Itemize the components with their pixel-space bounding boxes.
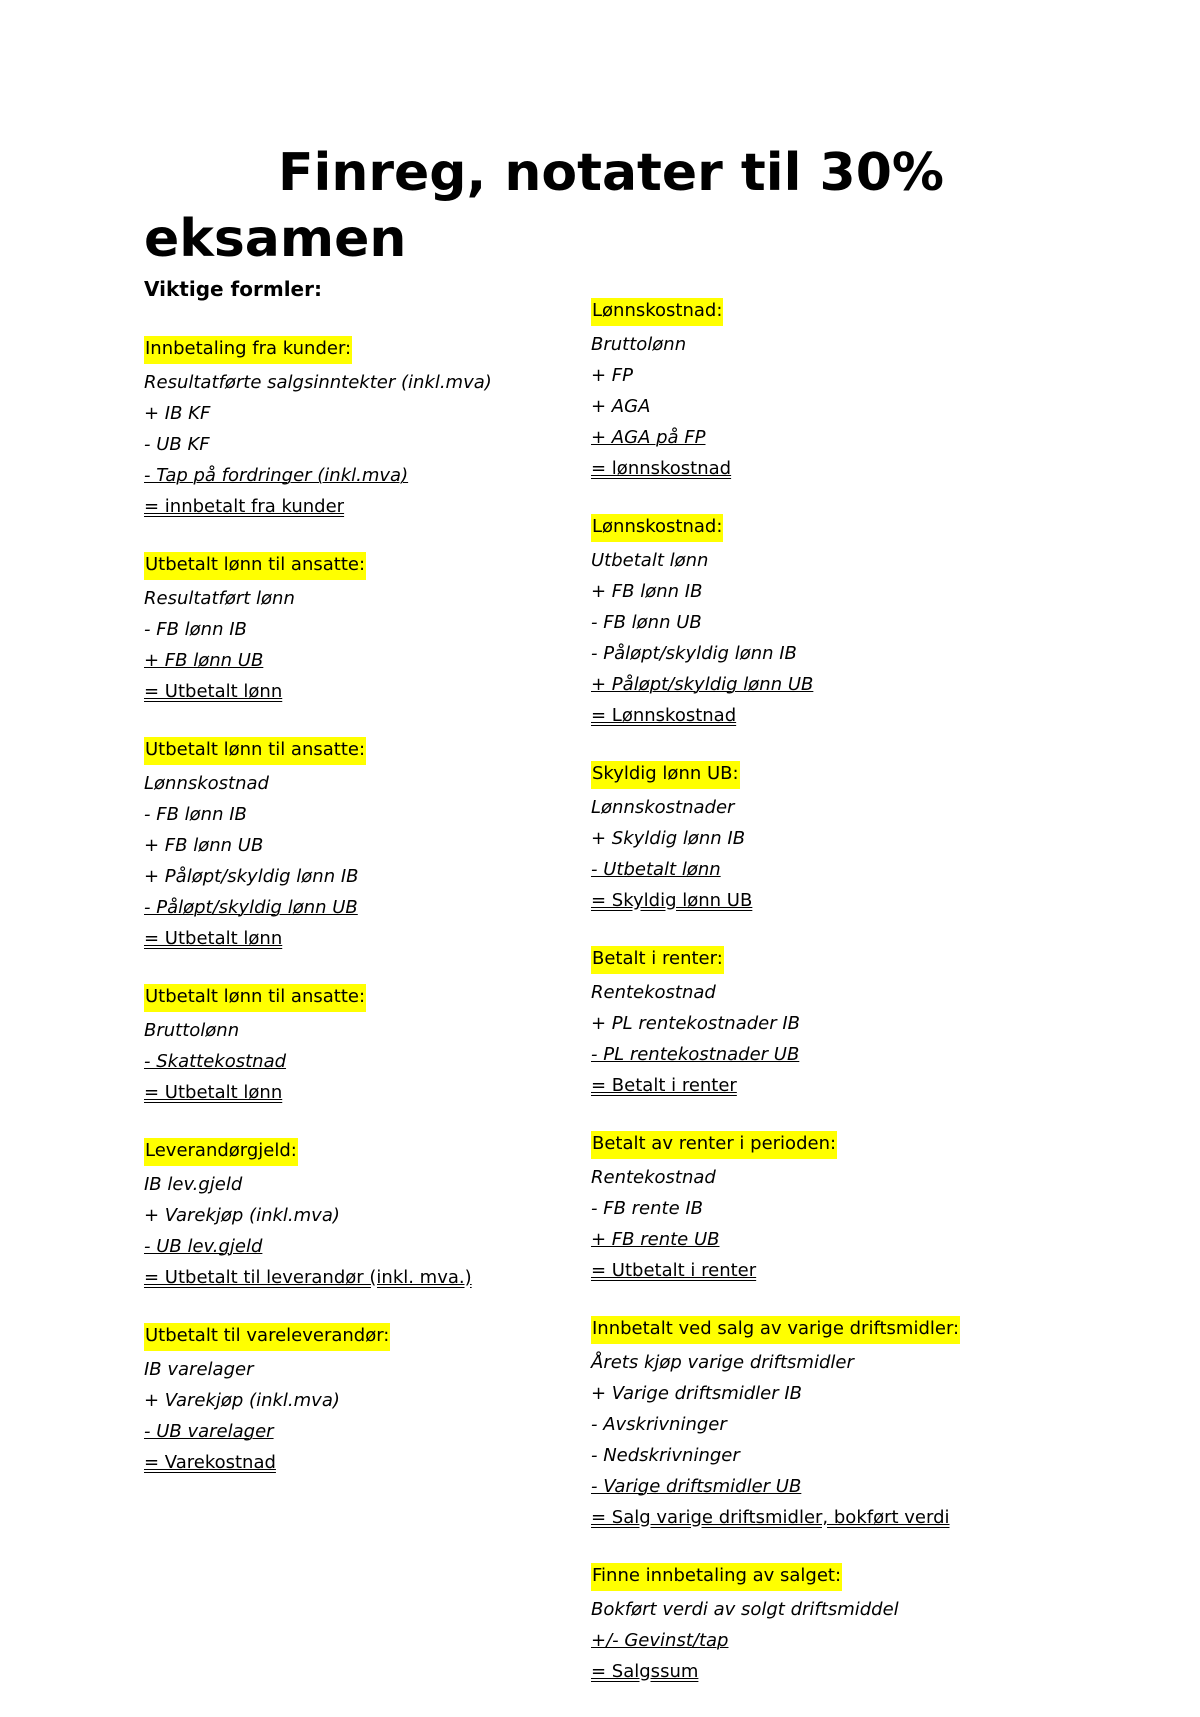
formula-heading: Finne innbetaling av salget:	[591, 1563, 842, 1591]
formula-heading: Skyldig lønn UB:	[591, 761, 740, 789]
formula-line-text: = Utbetalt lønn	[144, 681, 283, 702]
formula-result-line	[144, 676, 614, 707]
formula-line-text: = Utbetalt lønn	[144, 928, 283, 949]
formula-lines	[144, 583, 614, 707]
formula-line-text: - FB lønn IB	[144, 804, 247, 825]
formula-result-line	[591, 1656, 1061, 1687]
formula-heading: Lønnskostnad:	[591, 514, 723, 542]
formula-line	[144, 1385, 614, 1416]
formula-line	[591, 823, 1061, 854]
formula-line-text: - Nedskrivninger	[591, 1445, 740, 1466]
formula-line-text: Utbetalt lønn	[591, 550, 709, 571]
formula-lines	[591, 1162, 1061, 1286]
formula-line-text: = Skyldig lønn UB	[591, 890, 753, 911]
formula-block-finne-innbetaling-av-salget	[591, 1563, 1061, 1687]
formula-line-text: + IB KF	[144, 403, 211, 424]
formula-lines	[144, 1169, 614, 1293]
formula-line	[591, 607, 1061, 638]
formula-line-text: = Lønnskostnad	[591, 705, 737, 726]
formula-line-text: + Varekjøp (inkl.mva)	[144, 1205, 340, 1226]
formula-lines	[591, 792, 1061, 916]
formula-line-text: Resultatført lønn	[144, 588, 295, 609]
formula-lines	[591, 977, 1061, 1101]
formula-line	[144, 1200, 614, 1231]
formula-line-text: + Påløpt/skyldig lønn UB	[591, 674, 814, 695]
formula-line-text: + Varige driftsmidler IB	[591, 1383, 803, 1404]
formula-line	[591, 1162, 1061, 1193]
formula-line	[591, 576, 1061, 607]
formula-line-text: Bokført verdi av solgt driftsmiddel	[591, 1599, 899, 1620]
formula-line-text: Resultatførte salgsinntekter (inkl.mva)	[144, 372, 492, 393]
formula-line-text: + Skyldig lønn IB	[591, 828, 746, 849]
formula-line-text: Bruttolønn	[144, 1020, 240, 1041]
formula-line	[591, 977, 1061, 1008]
left-formula-column	[144, 336, 614, 1508]
formula-line	[591, 1193, 1061, 1224]
formula-line-text: = Betalt i renter	[591, 1075, 737, 1096]
formula-line-text: - Utbetalt lønn	[591, 859, 721, 880]
formula-line	[591, 792, 1061, 823]
formula-line	[591, 360, 1061, 391]
formula-line	[144, 1354, 614, 1385]
formula-line-text: - UB KF	[144, 434, 210, 455]
formula-line	[144, 1046, 614, 1077]
formula-line-text: + AGA	[591, 396, 651, 417]
formula-line	[591, 1039, 1061, 1070]
formula-line	[591, 1625, 1061, 1656]
formula-line	[144, 1169, 614, 1200]
formula-result-line	[591, 1502, 1061, 1533]
formula-line	[144, 892, 614, 923]
formula-line	[591, 1008, 1061, 1039]
formula-heading: Betalt i renter:	[591, 946, 724, 974]
formula-line-text: + FB lønn IB	[591, 581, 703, 602]
formula-line	[591, 1594, 1061, 1625]
formula-line	[591, 422, 1061, 453]
formula-result-line	[591, 453, 1061, 484]
formula-block-utbetalt-lonn-til-ansatte	[144, 984, 614, 1108]
formula-line-text: Årets kjøp varige driftsmidler	[591, 1352, 854, 1373]
formula-block-innbetaling-fra-kunder	[144, 336, 614, 522]
formula-heading: Utbetalt lønn til ansatte:	[144, 552, 366, 580]
formula-line-text: = lønnskostnad	[591, 458, 732, 479]
formula-lines	[144, 1354, 614, 1478]
document-title: Finreg, notater til 30% eksamen	[144, 143, 944, 269]
formula-lines	[144, 367, 614, 522]
formula-line	[144, 861, 614, 892]
formula-block-betalt-i-renter	[591, 946, 1061, 1101]
formula-block-betalt-av-renter-i-perioden	[591, 1131, 1061, 1286]
formula-line-text: = Utbetalt til leverandør (inkl. mva.)	[144, 1267, 472, 1288]
formula-lines	[144, 768, 614, 954]
formula-line-text: + FP	[591, 365, 634, 386]
formula-line	[144, 1015, 614, 1046]
formula-heading: Utbetalt lønn til ansatte:	[144, 737, 366, 765]
formula-line-text: + Påløpt/skyldig lønn IB	[144, 866, 359, 887]
formula-result-line	[144, 1447, 614, 1478]
formula-line-text: - FB rente IB	[591, 1198, 704, 1219]
formula-line-text: - UB varelager	[144, 1421, 274, 1442]
formula-block-innbetalt-ved-salg-av-varige-driftsmidler	[591, 1316, 1061, 1533]
formula-line	[591, 1471, 1061, 1502]
formula-line	[144, 799, 614, 830]
formula-result-line	[591, 885, 1061, 916]
formula-line-text: Lønnskostnad	[144, 773, 269, 794]
formula-line	[144, 1231, 614, 1262]
formula-line-text: - Avskrivninger	[591, 1414, 727, 1435]
formula-result-line	[591, 1070, 1061, 1101]
formula-block-skyldig-lonn-ub	[591, 761, 1061, 916]
formula-line-text: - Påløpt/skyldig lønn IB	[591, 643, 797, 664]
formula-line-text: IB lev.gjeld	[144, 1174, 243, 1195]
formula-line-text: + Varekjøp (inkl.mva)	[144, 1390, 340, 1411]
formula-line	[591, 329, 1061, 360]
formula-line	[144, 460, 614, 491]
formula-heading: Innbetalt ved salg av varige driftsmidler:	[591, 1316, 960, 1344]
formula-result-line	[144, 1262, 614, 1293]
formula-line-text: = innbetalt fra kunder	[144, 496, 345, 517]
formula-result-line	[144, 1077, 614, 1108]
formula-line-text: + FB rente UB	[591, 1229, 720, 1250]
formula-line-text: - Skattekostnad	[144, 1051, 287, 1072]
formula-line-text: Bruttolønn	[591, 334, 687, 355]
formula-heading: Utbetalt til vareleverandør:	[144, 1323, 390, 1351]
formula-block-lonnskostnad	[591, 298, 1061, 484]
formula-line	[144, 367, 614, 398]
formula-line-text: = Salg varige driftsmidler, bokført verdi	[591, 1507, 950, 1528]
formula-line-text: - Påløpt/skyldig lønn UB	[144, 897, 358, 918]
formula-result-line	[591, 700, 1061, 731]
formula-block-utbetalt-lonn-til-ansatte	[144, 737, 614, 954]
formula-line-text: - UB lev.gjeld	[144, 1236, 263, 1257]
formula-line	[591, 638, 1061, 669]
formula-block-leverandorgjeld	[144, 1138, 614, 1293]
formula-line-text: + FB lønn UB	[144, 650, 264, 671]
formula-heading: Utbetalt lønn til ansatte:	[144, 984, 366, 1012]
formula-heading: Innbetaling fra kunder:	[144, 336, 352, 364]
formula-line-text: Rentekostnad	[591, 1167, 716, 1188]
formula-lines	[144, 1015, 614, 1108]
formula-line	[591, 1440, 1061, 1471]
formula-lines	[591, 1594, 1061, 1687]
formula-line-text: - PL rentekostnader UB	[591, 1044, 800, 1065]
formula-line	[144, 614, 614, 645]
formula-line	[144, 429, 614, 460]
formula-line-text: = Utbetalt lønn	[144, 1082, 283, 1103]
formula-line-text: - FB lønn UB	[591, 612, 702, 633]
formula-result-line	[591, 1255, 1061, 1286]
formula-line-text: + PL rentekostnader IB	[591, 1013, 801, 1034]
formula-line	[144, 768, 614, 799]
formula-line-text: - Varige driftsmidler UB	[591, 1476, 802, 1497]
formula-line-text: +/- Gevinst/tap	[591, 1630, 729, 1651]
formula-block-utbetalt-lonn-til-ansatte	[144, 552, 614, 707]
formula-line	[591, 669, 1061, 700]
formula-line-text: - Tap på fordringer (inkl.mva)	[144, 465, 409, 486]
formula-result-line	[144, 923, 614, 954]
subtitle: Viktige formler:	[144, 277, 322, 301]
formula-result-line	[144, 491, 614, 522]
formula-line	[591, 1378, 1061, 1409]
formula-lines	[591, 329, 1061, 484]
formula-heading: Leverandørgjeld:	[144, 1138, 298, 1166]
formula-heading: Lønnskostnad:	[591, 298, 723, 326]
formula-block-lonnskostnad	[591, 514, 1061, 731]
formula-line-text: Lønnskostnader	[591, 797, 735, 818]
formula-line-text: + AGA på FP	[591, 427, 706, 448]
formula-block-utbetalt-til-vareleverandor	[144, 1323, 614, 1478]
formula-line-text: - FB lønn IB	[144, 619, 247, 640]
formula-line-text: = Salgssum	[591, 1661, 699, 1682]
formula-line	[591, 1409, 1061, 1440]
formula-line-text: Rentekostnad	[591, 982, 716, 1003]
formula-line	[591, 1347, 1061, 1378]
formula-line-text: = Utbetalt i renter	[591, 1260, 757, 1281]
formula-line	[144, 583, 614, 614]
formula-lines	[591, 545, 1061, 731]
formula-line-text: IB varelager	[144, 1359, 254, 1380]
formula-line-text: = Varekostnad	[144, 1452, 276, 1473]
right-formula-column	[591, 298, 1061, 1717]
formula-heading: Betalt av renter i perioden:	[591, 1131, 837, 1159]
formula-line	[591, 545, 1061, 576]
formula-line	[144, 1416, 614, 1447]
formula-line	[144, 645, 614, 676]
formula-line	[591, 854, 1061, 885]
formula-line	[144, 398, 614, 429]
formula-lines	[591, 1347, 1061, 1533]
formula-line	[144, 830, 614, 861]
formula-line	[591, 391, 1061, 422]
formula-line	[591, 1224, 1061, 1255]
formula-line-text: + FB lønn UB	[144, 835, 264, 856]
